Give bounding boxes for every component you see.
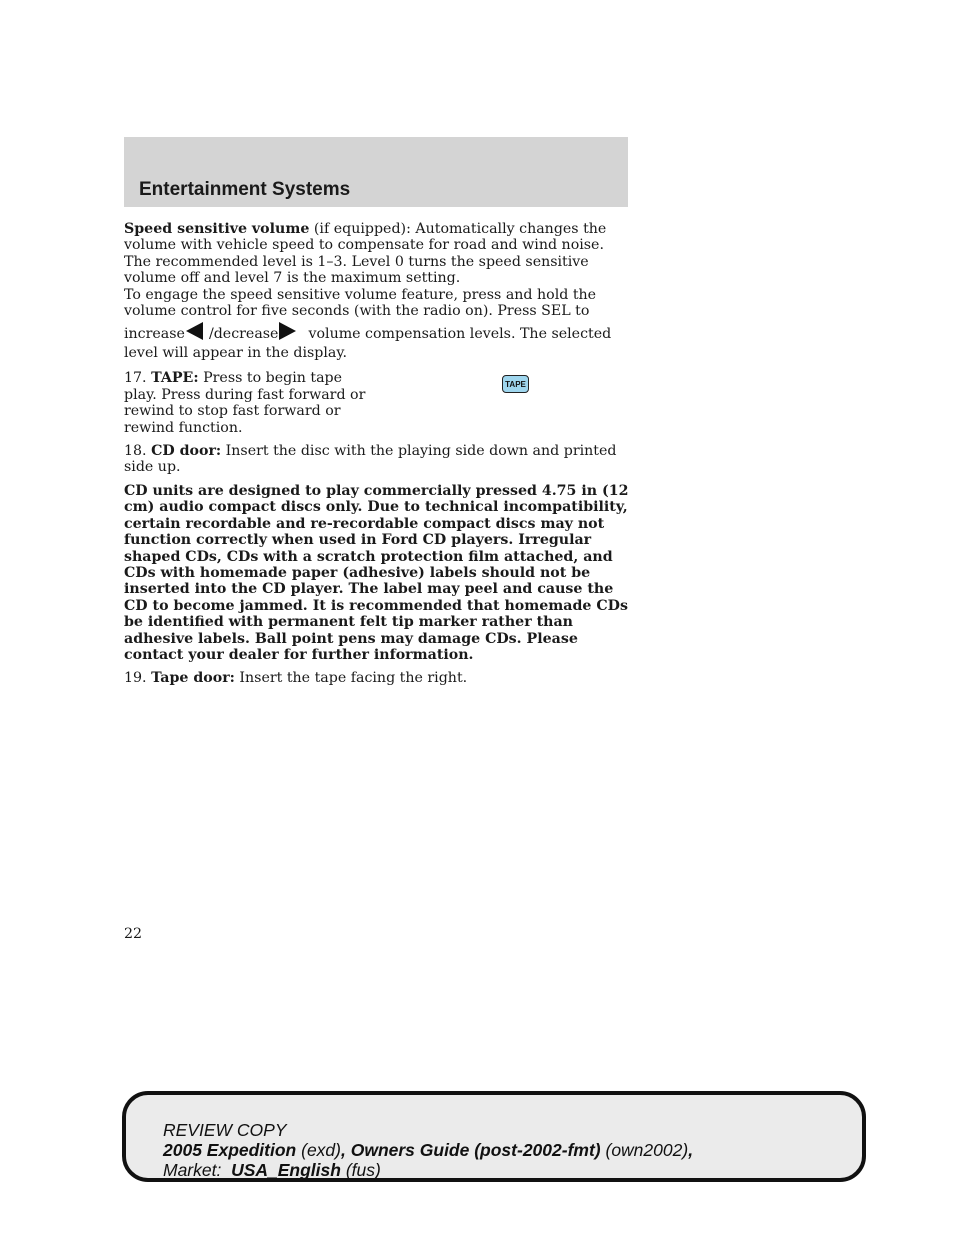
footer-document-line — [163, 1140, 693, 1160]
item-17-term: TAPE: — [151, 370, 199, 387]
decrease-label: /decrease — [208, 326, 279, 343]
cd-warning-paragraph: CD units are designed to play commercially pressed 4.75 in (12 cm) audio compact discs only. Due to technical incompatibility, certain recordable and re-recordable compact discs may not function correctly when used in Ford CD players. Irregular shaped CDs, CDs with a scratch protection film attached, and CDs with homemade paper (adhesive) labels should not be inserted into the CD player. The label may peel and cause the CD to become jammed. It is recommended that homemade CDs be identified with permanent felt tip marker rather than adhesive labels. Ball point pens may damage CDs. Please contact your dealer for further information. — [124, 482, 629, 663]
item-17-text — [124, 370, 374, 436]
speed-volume-engage-text: To engage the speed sensitive volume feature, press and hold the volume control for five seconds (with the radio on). Press SEL to — [124, 286, 597, 320]
footer-market-code: (fus) — [340, 1160, 381, 1180]
speed-volume-text: (if equipped): Automatically changes the volume with vehicle speed to compensate for road and wind noise. The recommended level is 1–3. Level 0 turns the speed sensitive volume off and level 7 is the maximum setting. — [124, 221, 607, 287]
speed-volume-term: Speed sensitive volume — [124, 221, 310, 237]
page-number: 22 — [124, 926, 143, 942]
speed-volume-sel-paragraph — [124, 322, 630, 363]
right-arrow-icon — [279, 322, 296, 340]
footer-market-line — [163, 1160, 693, 1180]
item-19-term: Tape door: — [151, 670, 235, 687]
item-18-term: CD door: — [151, 443, 222, 460]
page-content — [124, 221, 630, 687]
speed-volume-engage-paragraph — [124, 287, 630, 320]
section-header-band — [124, 137, 628, 207]
footer-market: USA_English — [231, 1160, 341, 1180]
left-arrow-icon — [186, 322, 203, 340]
section-title: Entertainment Systems — [139, 179, 351, 200]
item-17-row — [124, 370, 630, 436]
item-18-number: 18. — [124, 443, 152, 460]
item-19-text — [124, 670, 630, 686]
footer-market-label: Market: — [163, 1160, 232, 1180]
footer-guide: Owners Guide (post-2002-fmt) — [350, 1140, 601, 1160]
footer-separator: , — [340, 1140, 351, 1160]
footer-guide-code: (own2002) — [600, 1140, 689, 1160]
item-17-number: 17. — [124, 370, 152, 387]
compensation-text: volume compensation levels. The selected level will appear in the display. — [124, 326, 612, 362]
item-17-description: Press to begin tape play. Press during fast forward or rewind to stop fast forward or rewind function. — [124, 370, 366, 436]
tape-button-icon: TAPE — [502, 375, 529, 393]
item-18-text — [124, 443, 630, 476]
item-18-description: Insert the disc with the playing side down and printed side up. — [124, 443, 617, 476]
increase-label: increase — [124, 326, 185, 343]
item-19-description: Insert the tape facing the right. — [234, 670, 468, 687]
footer-text — [163, 1120, 693, 1180]
footer-separator-2: , — [688, 1140, 694, 1160]
review-copy-footer — [122, 1091, 866, 1182]
footer-model-code: (exd) — [296, 1140, 341, 1160]
speed-volume-paragraph — [124, 221, 630, 287]
item-19-number: 19. — [124, 670, 152, 687]
footer-model: 2005 Expedition — [163, 1140, 297, 1160]
footer-review-copy: REVIEW COPY — [163, 1120, 287, 1140]
